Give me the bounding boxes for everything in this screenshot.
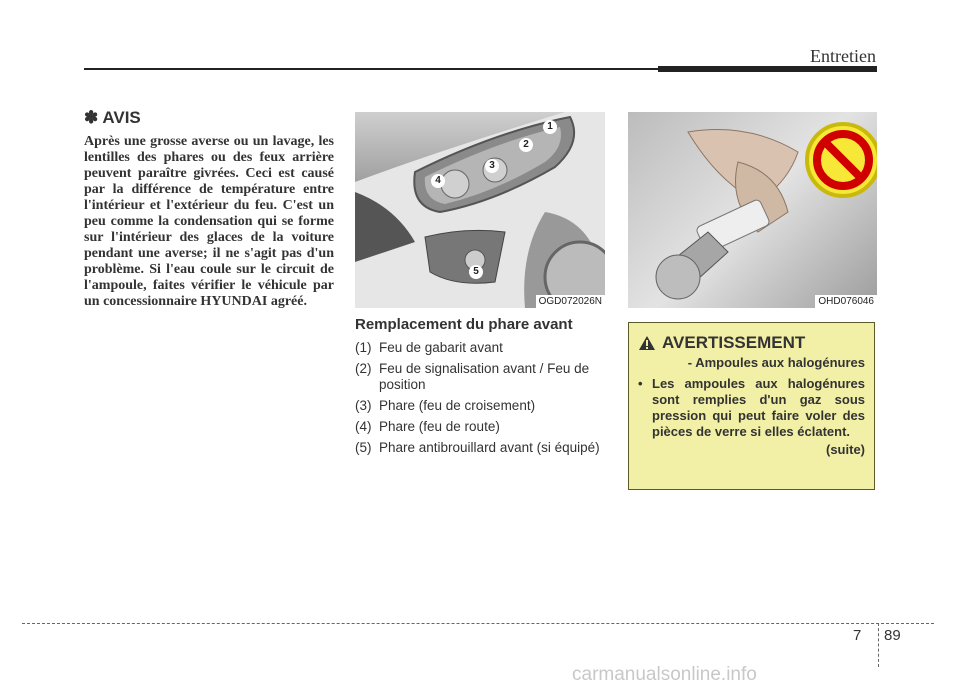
list-item-text: Phare (feu de route) [379, 419, 500, 434]
footer-rule [22, 623, 934, 624]
section-title: Remplacement du phare avant [355, 316, 573, 333]
list-item [355, 398, 605, 414]
warning-bullet [638, 376, 865, 440]
avis-body: Après une grosse averse ou un lavage, les lentilles des phares ou des feux arrière peuvent paraître givrées. Ceci est causé par la différence de température entre l'intérieur et l'extérieur du feu. C'est un peu comme la condensation qui se forme sur l'intérieur des glaces de la voiture pendant une averse; il ne s'agit pas d'un problème. Si l'eau coule sur le circuit de l'ampoule, faites vérifier le véhicule par un concessionnaire HYUNDAI agréé. [84, 134, 334, 309]
list-item-number: (2) [355, 361, 372, 376]
callout-2: 2 [519, 138, 533, 152]
headlight-illustration [355, 112, 605, 308]
callout-1: 1 [543, 120, 557, 134]
photo-caption: OHD076046 [815, 295, 877, 308]
list-item-text: Phare antibrouillard avant (si équipé) [379, 440, 600, 455]
watermark: carmanualsonline.info [572, 664, 757, 685]
list-item-number: (4) [355, 419, 372, 434]
warning-header [638, 333, 865, 353]
list-item [355, 361, 605, 393]
headlight-photo [355, 112, 605, 308]
list-item-text: Feu de gabarit avant [379, 340, 503, 355]
list-item [355, 340, 605, 356]
avis-title: ✽ AVIS [84, 108, 141, 127]
list-item-number: (3) [355, 398, 372, 413]
page-number: 89 [884, 627, 901, 644]
callout-5: 5 [469, 265, 483, 279]
warning-triangle-icon [638, 335, 656, 351]
list-item-number: (5) [355, 440, 372, 455]
list-item [355, 440, 605, 456]
page-header-title: Entretien [810, 46, 876, 66]
callout-3: 3 [485, 159, 499, 173]
callout-4: 4 [431, 174, 445, 188]
bullet-icon: • [638, 376, 643, 391]
avis-block [84, 108, 334, 310]
footer-divider [878, 623, 879, 667]
list-item-number: (1) [355, 340, 372, 355]
warning-text: Les ampoules aux halogénures sont remplies d'un gaz sous pression qui peut faire voler des pièces de verre si elles éclatent. [652, 376, 865, 439]
chapter-number: 7 [853, 627, 862, 644]
photo-caption: OGD072026N [536, 295, 605, 308]
bulb-illustration [628, 112, 877, 308]
header-rule-accent [658, 66, 877, 72]
list-item-text: Phare (feu de croisement) [379, 398, 536, 413]
list-item [355, 419, 605, 435]
headlight-replacement-section [355, 316, 605, 461]
warning-continued: (suite) [826, 442, 865, 457]
list-item-text: Feu de signalisation avant / Feu de position [379, 361, 590, 392]
bulb-photo [628, 112, 877, 308]
warning-box [628, 322, 875, 490]
warning-title: AVERTISSEMENT [662, 333, 806, 352]
warning-subtitle: - Ampoules aux halogénures [687, 355, 865, 370]
